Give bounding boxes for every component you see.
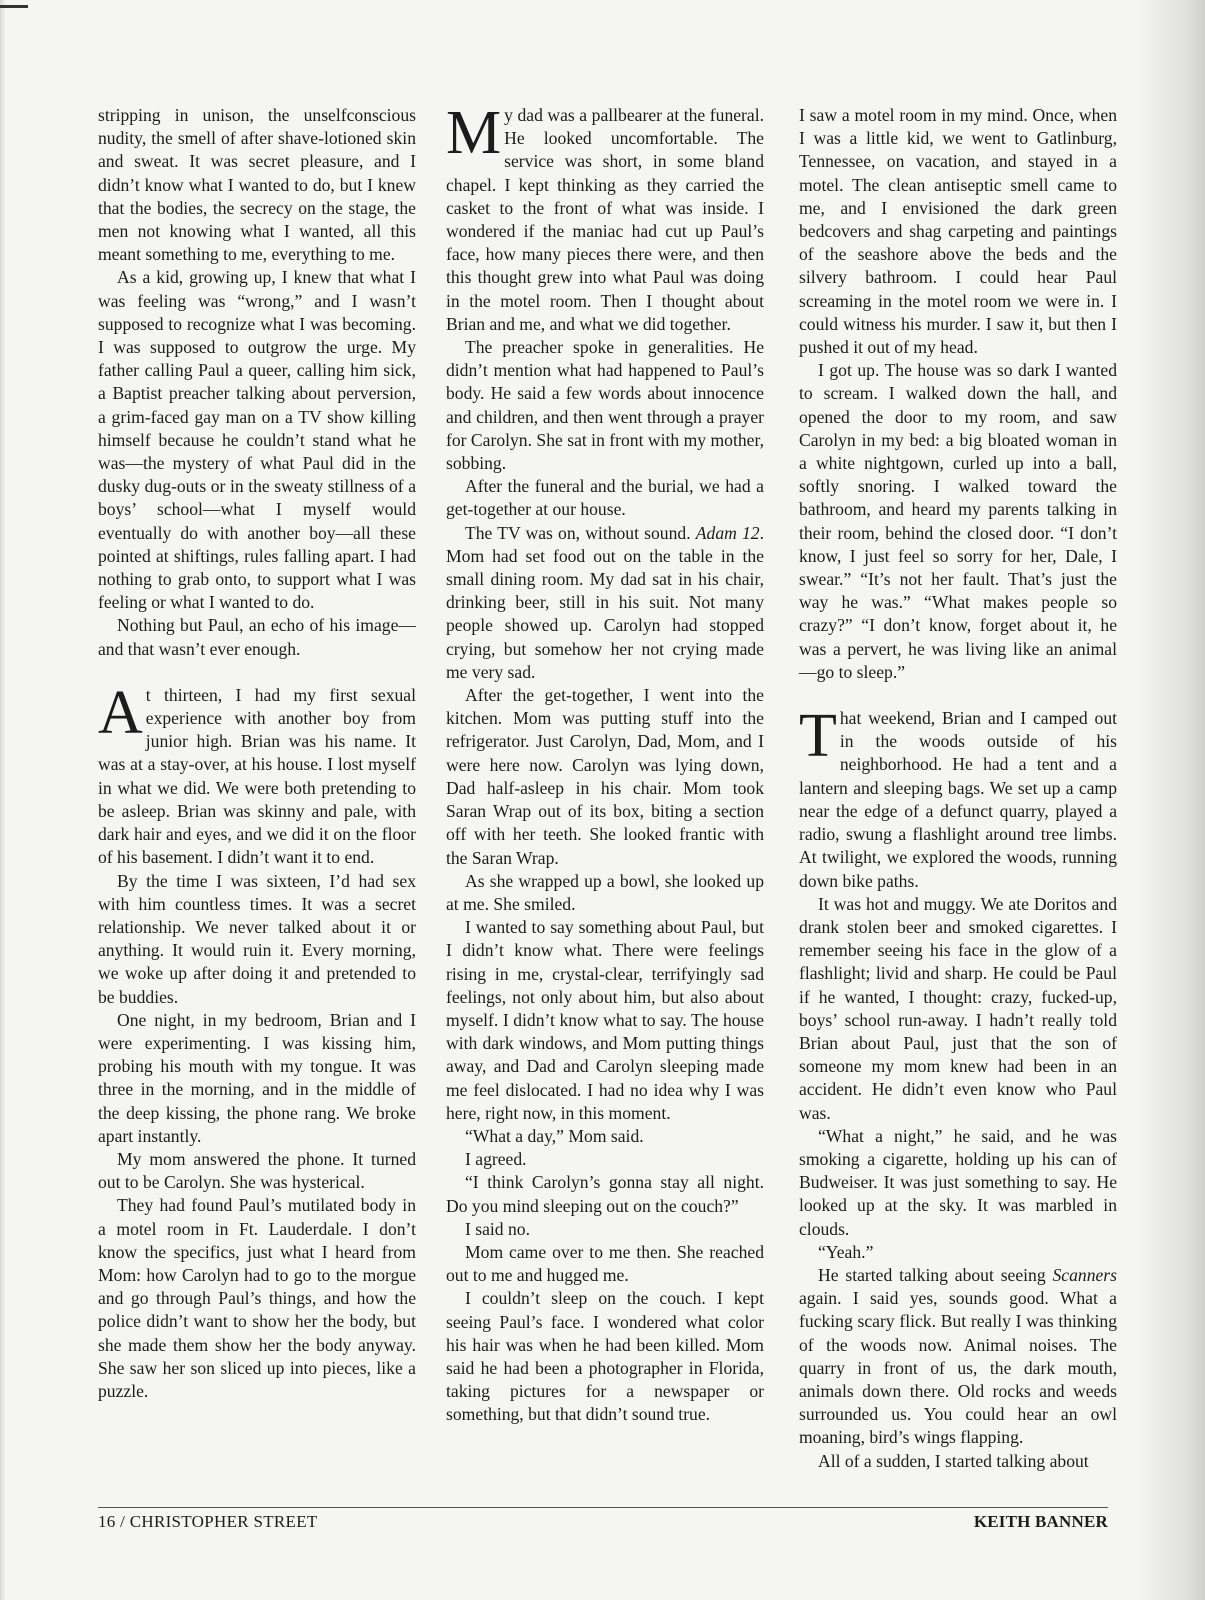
paragraph: [799, 1264, 1117, 1450]
paragraph: [98, 678, 416, 870]
page-number-label: 16 / CHRISTOPHER STREET: [98, 1512, 318, 1531]
scan-corner-mark: [0, 5, 28, 8]
section-break: [799, 684, 1117, 707]
page-footer: [98, 1507, 1108, 1530]
paragraph: “I think Carolyn’s gonna stay all night. Do you mind sleeping out on the couch?”: [446, 1172, 764, 1216]
paragraph: Nothing but Paul, an echo of his image—and that wasn’t ever enough.: [98, 615, 416, 659]
author-name: KEITH BANNER: [973, 1512, 1108, 1531]
paragraph: After the funeral and the burial, we had a get-together at our house.: [446, 476, 764, 520]
text-column-3: [799, 104, 1117, 1473]
paragraph-text: y dad was a pallbearer at the funeral. He looked uncomfortable. The service was short, in some bland chapel. I kept thinking as they carried the casket to the front of what was inside. I wondered if the maniac had cut up Paul’s face, how many pieces there were, and then this thought grew into what Paul was doing in the motel room. Then I thought about Brian and me, and what we did together.: [446, 105, 764, 334]
paragraph-text: He started talking about seeing: [818, 1264, 1053, 1285]
drop-cap: A: [98, 678, 143, 747]
paragraph: The preacher spoke in generalities. He didn’t mention what had happened to Paul’s body. He said a few words about innocence and children, and then went through a prayer for Carolyn. She sat in front with my mother, sobbing.: [446, 337, 764, 474]
paragraph: I couldn’t sleep on the couch. I kept seeing Paul’s face. I wondered what color his hair was when he had been killed. Mom said he had been a photographer in Florida, taking pictures for a newspaper or something, but that didn’t sound true.: [446, 1288, 764, 1425]
italic-title: Scanners: [1052, 1264, 1117, 1285]
paragraph: My mom answered the phone. It turned out to be Carolyn. She was hysterical.: [98, 1148, 416, 1193]
paragraph: Mom came over to me then. She reached out to me and hugged me.: [446, 1241, 764, 1286]
paragraph: I saw a motel room in my mind. Once, when I was a little kid, we went to Gatlinburg, Tennessee, on vacation, and stayed in a motel. The clean antiseptic smell came to me, and I envisioned the dark green bedcovers and shag carpeting and paintings of the seashore above the beds and the silvery bathroom. I could hear Paul screaming in the motel room we were in. I could witness his murder. I saw it, but then I pushed it out of my head.: [799, 105, 1117, 358]
paragraph: “What a night,” he said, and he was smoking a cigarette, holding up his can of Budweiser. It was just something to say. He looked up at the sky. It was marbled in clouds.: [799, 1125, 1117, 1239]
paragraph: They had found Paul’s mutilated body in a motel room in Ft. Lauderdale. I don’t know the specifics, just what I heard from Mom: how Carolyn had to go to the morgue and go through Paul’s things, and how the police didn’t want to show her the body, but she made them show her the body anyway. She saw her son sliced up into pieces, like a puzzle.: [98, 1195, 416, 1401]
drop-cap: T: [799, 702, 837, 771]
text-column-1: [98, 104, 416, 1403]
paragraph: stripping in unison, the unselfconscious nudity, the smell of after shave-lotioned skin and sweat. It was secret pleasure, and I didn’t know what I wanted to do, but I knew that the bodies, the secrecy on the stage, the men not knowing what I wanted, all this meant something to me, everything to me.: [98, 105, 416, 265]
paragraph-text: hat weekend, Brian and I camped out in the woods outside of his neighborhood. He had a tent and a lantern and sleeping bags. We set up a camp near the edge of a defunct quarry, played a radio, swung a flashlight around tree limbs. At twilight, we explored the woods, running down bike paths.: [799, 708, 1117, 891]
paragraph: All of a sudden, I started talking about: [818, 1450, 1089, 1471]
section-break: [98, 661, 416, 684]
paragraph: I wanted to say something about Paul, but I didn’t know what. There were feelings rising in me, crystal-clear, terrifyingly sad feelings, not only about him, but also about myself. I didn’t know what to say. The house with dark windows, and Mom putting things away, and Dad and Carolyn sleeping made me feel dislocated. I had no idea why I was here, right now, in this moment.: [446, 917, 764, 1123]
paragraph: One night, in my bedroom, Brian and I were experimenting. I was kissing him, probing his mouth with my tongue. It was three in the morning, and in the middle of the deep kissing, the phone rang. We broke apart instantly.: [98, 1009, 416, 1146]
paragraph-text: . Mom had set food out on the table in the small dining room. My dad sat in his chair, drinking beer, still in his suit. Not many people showed up. Carolyn had stopped crying, but somehow her not crying made me very sad.: [446, 522, 765, 682]
scan-edge-left: [0, 0, 6, 1600]
drop-cap: M: [446, 99, 502, 167]
paragraph: As a kid, growing up, I knew that what I was feeling was “wrong,” and I wasn’t supposed to recognize what I was becoming. I was supposed to outgrow the urge. My father calling Paul a queer, calling him sick, a Baptist preacher talking about perversion, a grim-faced gay man on a TV show killing himself because he couldn’t stand what he was—the mystery of what Paul did in the dusky dug-outs or in the sweaty stillness of a boys’ school—what I myself would eventually do with another boy—all these pointed at shiftings, rules falling apart. I had nothing to grab onto, to support what I was feeling or what I wanted to do.: [98, 267, 416, 613]
paragraph: I said no.: [465, 1218, 530, 1239]
paragraph: As she wrapped up a bowl, she looked up at me. She smiled.: [446, 870, 764, 914]
paragraph-text: again. I said yes, sounds good. What a fucking scary flick. But really I was thinking of the woods now. Animal noises. The quarry in front of us, the dark mouth, animals down there. Old rocks and weeds surrounded us. You could hear an owl moaning, bird’s wings flapping.: [799, 1288, 1117, 1448]
paragraph: By the time I was sixteen, I’d had sex with him countless times. It was a secret relationship. We never talked about it or anything. It would ruin it. Every morning, we woke up after doing it and pretended to be buddies.: [98, 870, 416, 1007]
paragraph: It was hot and muggy. We ate Doritos and drank stolen beer and smoked cigarettes. I remember seeing his face in the glow of a flashlight; livid and sharp. He could be Paul if he wanted, I thought: crazy, fucked-up, boys’ school run-away. I hadn’t really told Brian about Paul, just that the son of someone my mom knew had been in an accident. He didn’t even know who Paul was.: [799, 893, 1117, 1123]
paragraph: “Yeah.”: [818, 1241, 874, 1262]
paragraph: I got up. The house was so dark I wanted to scream. I walked down the hall, and opened the door to my room, and saw Carolyn in my bed: a big bloated woman in a white nightgown, curled up into a ball, softly snoring. I walked toward the bathroom, and heard my parents talking in their room, behind the closed door. “I don’t know, I just feel so sorry for her, Dale, I swear.” “It’s not her fault. That’s just the way he was.” “What makes people so crazy?” “I don’t know, forget about it, he was a pervert, he was living like an animal—go to sleep.”: [799, 360, 1117, 682]
paragraph-text: The TV was on, without sound.: [465, 522, 696, 543]
paragraph: [446, 99, 764, 336]
paragraph: [799, 702, 1117, 893]
paragraph: “What a day,” Mom said.: [465, 1125, 644, 1146]
paragraph: I agreed.: [465, 1149, 527, 1170]
paragraph: [446, 522, 764, 684]
text-column-2: [446, 99, 765, 1427]
scan-edge-right: [1135, 0, 1205, 1600]
paragraph-text: t thirteen, I had my first sexual experience with another boy from junior high. Brian was his name. It was at a stay-over, at his house. I lost myself in what we did. We were both pretending to be asleep. Brian was skinny and pale, with dark hair and eyes, and we did it on the floor of his basement. I didn’t want it to end.: [98, 684, 416, 868]
italic-title: Adam 12: [695, 522, 760, 543]
paragraph: After the get-together, I went into the kitchen. Mom was putting stuff into the refrigerator. Just Carolyn, Dad, Mom, and I were here now. Carolyn was lying down, Dad half-asleep in his chair. Mom took Saran Wrap out of its box, biting a section off with her teeth. She looked frantic with the Saran Wrap.: [446, 685, 764, 868]
